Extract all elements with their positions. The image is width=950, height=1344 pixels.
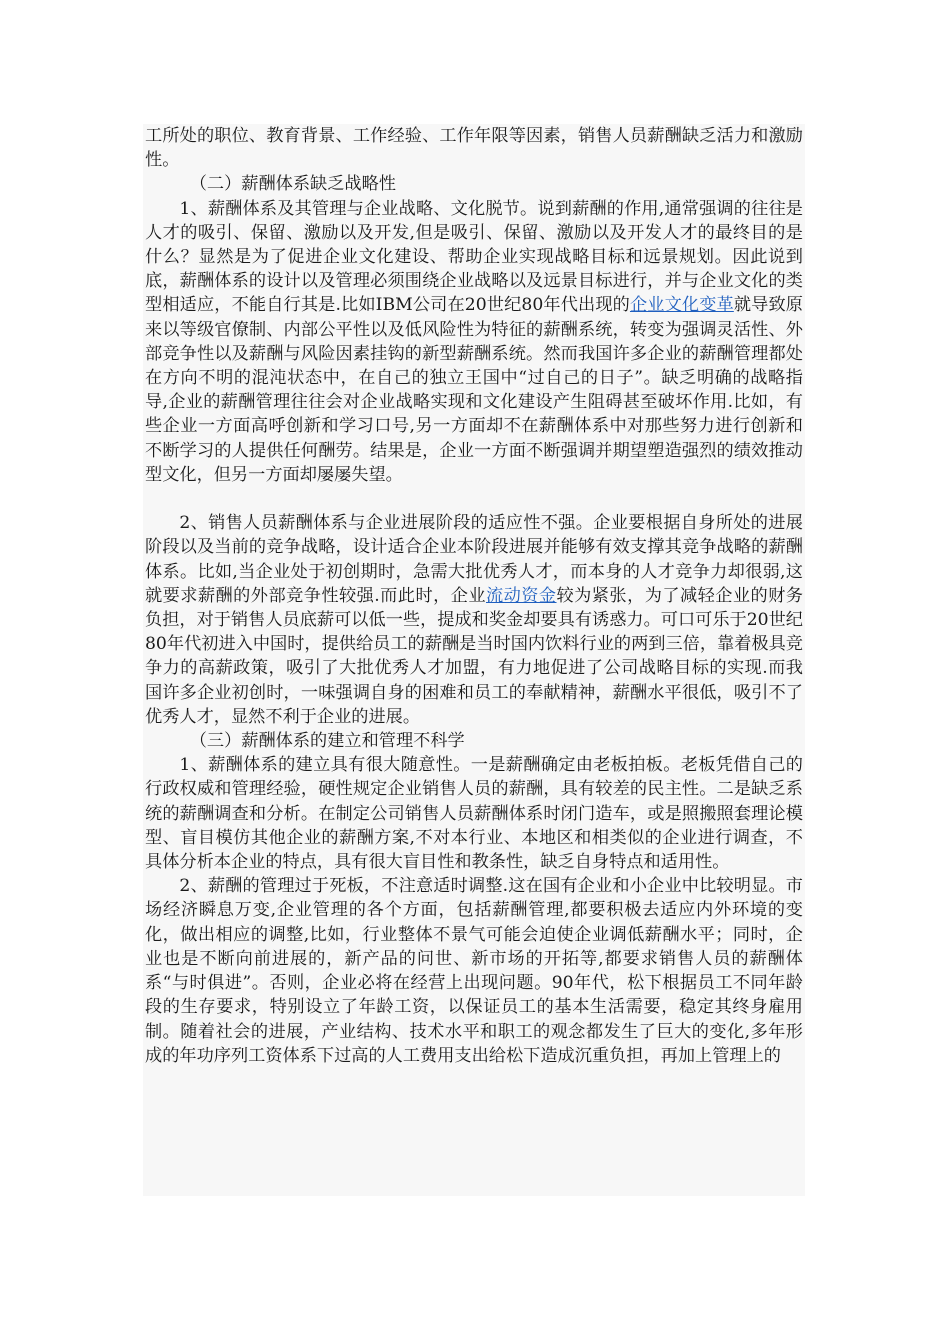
paragraph-3-2: 2、薪酬的管理过于死板，不注意适时调整.这在国有企业和小企业中比较明显。市场经济瞬息万变,企业管理的各个方面，包括薪酬管理,都要积极去适应内外环境的变化，做出相应的调整,比如，行业整体不景气可能会迫使企业调低薪酬水平；同时，企业也是不断向前进展的，新产品的问世、新市场的开拓等,都要求销售人员的薪酬体系“与时俱进”。否则，企业必将在经营上出现问题。90年代，松下根据员工不同年龄段的生存要求，特别设立了年龄工资，以保证员工的基本生活需要，稳定其终身雇用制。随着社会的进展，产业结构、技术水平和职工的观念都发生了巨大的变化,多年形成的年功序列工资体系下过高的人工费用支出给松下造成沉重负担，再加上管理上的 (145, 876, 803, 1066)
paragraph-3-1: 1、薪酬体系的建立具有很大随意性。一是薪酬确定由老板拍板。老板凭借自己的行政权威和管理经验，硬性规定企业销售人员的薪酬，具有较差的民主性。二是缺乏系统的薪酬调查和分析。在制定公司销售人员薪酬体系时闭门造车，或是照搬照套理论模型、盲目模仿其他企业的薪酬方案,不对本行业、本地区和相类似的企业进行调查，不具体分析本企业的特点，具有很大盲目性和教条性，缺乏自身特点和适用性。 (145, 755, 803, 873)
paragraph-2-1-text-a: 1、薪酬体系及其管理与企业战略、文化脱节。说到薪酬的作用,通常强调的往往是人才的吸引、保留、激励以及开发,但是吸引、保留、激励以及开发人才的最终目的是什么？显然是为了促进企业文化建设、帮助企业实现战略目标和远景规划。因此说到底，薪酬体系的设计以及管理必须围绕企业战略以及远景目标进行，并与企业文化的类型相适应，不能自行其是.比如IBM公司在20世纪80年代出现的 (145, 198, 803, 316)
paragraph-2-2 (145, 511, 803, 729)
paragraph-continued: 工所处的职位、教育背景、工作经验、工作年限等因素，销售人员薪酬缺乏活力和激励性。 (145, 126, 803, 171)
section-heading-2: （二）薪酬体系缺乏战略性 (189, 174, 396, 195)
paragraph-gap (145, 487, 803, 511)
paragraph-2-1 (145, 197, 803, 487)
paragraph-2-1-text-b: 就导致原来以等级官僚制、内部公平性以及低风险性为特征的薪酬系统，转变为强调灵活性、外部竞争性以及薪酬与风险因素挂钩的新型薪酬系统。然而我国许多企业的薪酬管理都处在方向不明的混沌状态中，在自己的独立王国中“过自己的日子”。缺乏明确的战略指导,企业的薪酬管理往往会对企业战略实现和文化建设产生阻碍甚至破坏作用.比如，有些企业一方面高呼创新和学习口号,另一方面却不在薪酬体系中对那些努力进行创新和不断学习的人提供任何酬劳。结果是，企业一方面不断强调并期望塑造强烈的绩效推动型文化，但另一方面却屡屡失望。 (145, 295, 803, 485)
section-heading-3: （三）薪酬体系的建立和管理不科学 (189, 731, 465, 752)
document-page (143, 124, 805, 1196)
paragraph-2-2-text-b: 较为紧张，为了减轻企业的财务负担，对于销售人员底薪可以低一些，提成和奖金却要具有诱惑力。可口可乐于20世纪80年代初进入中国时，提供给员工的薪酬是当时国内饮料行业的两到三倍，靠着极具竞争力的高薪政策，吸引了大批优秀人才加盟，有力地促进了公司战略目标的实现.而我国许多企业初创时，一味强调自身的困难和员工的奉献精神，薪酬水平很低，吸引不了优秀人才，显然不利于企业的进展。 (145, 585, 803, 727)
document-body (143, 124, 805, 1068)
link-culture-change[interactable]: 企业文化变革 (629, 295, 734, 316)
link-working-capital[interactable]: 流动资金 (485, 585, 557, 606)
paragraph-2-2-text-a: 2、销售人员薪酬体系与企业进展阶段的适应性不强。企业要根据自身所处的进展阶段以及当前的竞争战略，设计适合企业本阶段进展并能够有效支撑其竞争战略的薪酬体系。比如,当企业处于初创期时，急需大批优秀人才，而本身的人才竞争力却很弱,这就要求薪酬的外部竞争性较强.而此时，企业 (145, 513, 803, 606)
